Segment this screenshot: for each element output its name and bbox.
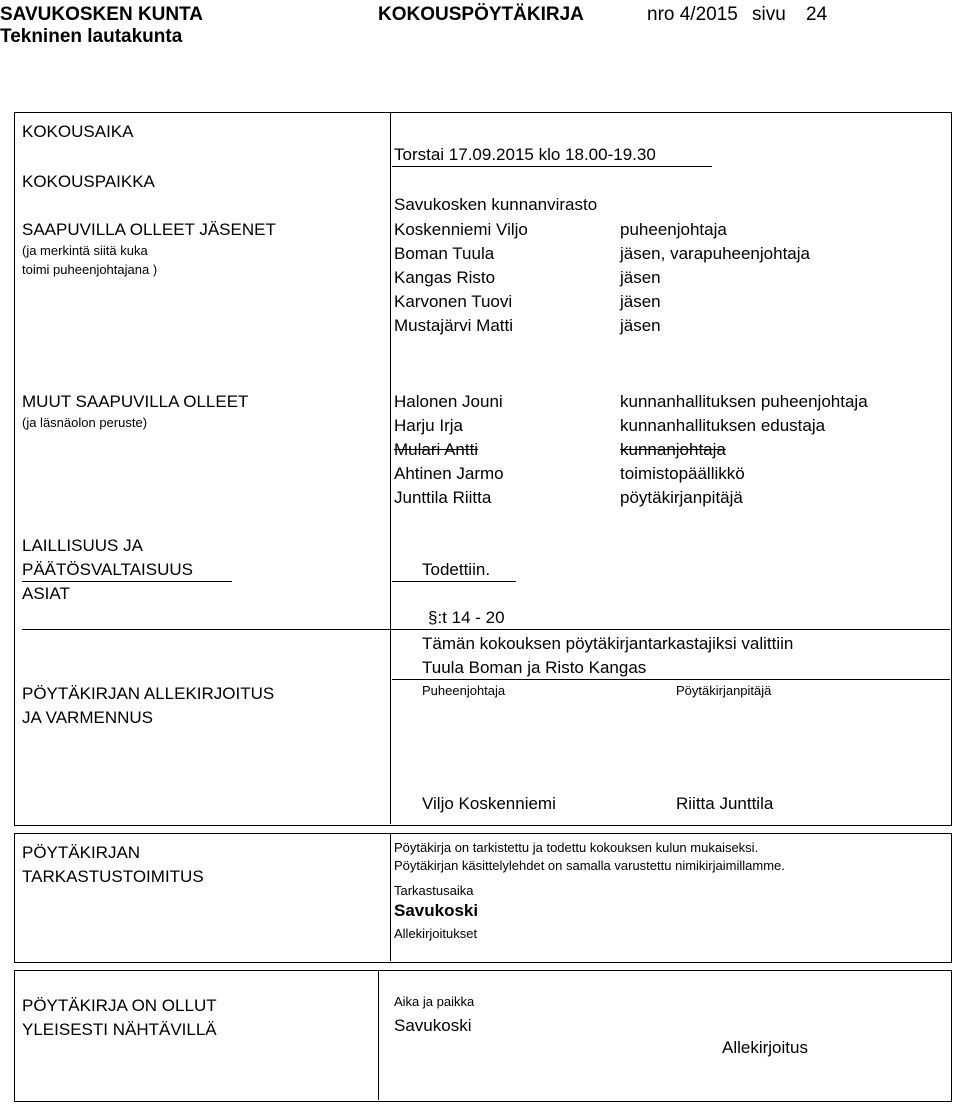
- meeting-place-value: Savukosken kunnanvirasto: [394, 195, 598, 214]
- attendee-role: kunnanhallituksen puheenjohtaja: [620, 392, 868, 411]
- attendee-name-struck: Mulari Antti: [394, 440, 479, 459]
- member-role: jäsen: [620, 268, 661, 287]
- attendee-name: Harju Irja: [394, 416, 463, 435]
- member-role: puheenjohtaja: [620, 220, 727, 239]
- legality-value: Todettiin.: [422, 560, 491, 579]
- member-name: Mustajärvi Matti: [394, 316, 514, 335]
- column-divider: [378, 971, 379, 1100]
- inspection-place: Savukoski: [394, 901, 479, 920]
- document-type: KOKOUSPÖYTÄKIRJA: [378, 4, 584, 25]
- inspection-label: PÖYTÄKIRJAN: [22, 843, 141, 862]
- attendee-role: toimistopäällikkö: [620, 464, 745, 483]
- signature-label: JA VARMENNUS: [22, 708, 153, 727]
- publication-label: YLEISESTI NÄHTÄVILLÄ: [22, 1020, 217, 1039]
- publication-place: Savukoski: [394, 1016, 472, 1035]
- document-number: nro 4/2015: [647, 4, 738, 25]
- member-name: Karvonen Tuovi: [394, 292, 513, 311]
- attendee-name: Ahtinen Jarmo: [394, 464, 504, 483]
- member-role: jäsen, varapuheenjohtaja: [620, 244, 810, 263]
- inspection-label: TARKASTUSTOIMITUS: [22, 867, 204, 886]
- checkers-underline: [392, 679, 950, 680]
- page-number: 24: [806, 4, 828, 25]
- municipality-name: SAVUKOSKEN KUNTA: [0, 4, 204, 25]
- legality-label: LAILLISUUS JA: [22, 536, 143, 555]
- chair-name: Viljo Koskenniemi: [422, 794, 556, 813]
- page-label: sivu: [752, 4, 786, 25]
- secretary-name: Riitta Junttila: [676, 794, 774, 813]
- publication-time-place-caption: Aika ja paikka: [394, 994, 475, 1009]
- others-note: (ja läsnäolon peruste): [22, 415, 148, 430]
- attendee-role: kunnanhallituksen edustaja: [620, 416, 826, 435]
- time-underline: [392, 166, 712, 167]
- member-name: Kangas Risto: [394, 268, 496, 287]
- member-name: Koskenniemi Viljo: [394, 220, 528, 239]
- meeting-place-label: KOKOUSPAIKKA: [22, 172, 155, 191]
- legality-label: PÄÄTÖSVALTAISUUS: [22, 560, 193, 579]
- attendee-name: Halonen Jouni: [394, 392, 503, 411]
- publication-signature-caption: Allekirjoitus: [722, 1038, 808, 1057]
- inspection-time-caption: Tarkastusaika: [394, 883, 474, 898]
- column-divider: [390, 834, 391, 961]
- members-note: (ja merkintä siitä kuka: [22, 243, 148, 258]
- signature-label: PÖYTÄKIRJAN ALLEKIRJOITUS: [22, 684, 275, 703]
- inspection-signatures-caption: Allekirjoitukset: [394, 926, 478, 941]
- legality-value-underline: [392, 581, 516, 582]
- board-name: Tekninen lautakunta: [0, 26, 183, 47]
- chair-caption: Puheenjohtaja: [422, 683, 506, 698]
- members-label: SAAPUVILLA OLLEET JÄSENET: [22, 220, 276, 239]
- attendee-role-struck: kunnanjohtaja: [620, 440, 726, 459]
- attendee-role: pöytäkirjanpitäjä: [620, 488, 743, 507]
- items-label: ASIAT: [22, 584, 70, 603]
- members-note: toimi puheenjohtajana ): [22, 262, 158, 277]
- column-divider: [390, 113, 391, 824]
- checkers-text: Tämän kokouksen pöytäkirjantarkastajiksi valittiin: [422, 634, 794, 653]
- meeting-time-value: Torstai 17.09.2015 klo 18.00-19.30: [394, 145, 656, 164]
- member-role: jäsen: [620, 292, 661, 311]
- publication-label: PÖYTÄKIRJA ON OLLUT: [22, 996, 217, 1015]
- meeting-time-label: KOKOUSAIKA: [22, 122, 134, 141]
- inspection-statement: Pöytäkirja on tarkistettu ja todettu kokouksen kulun mukaiseksi.: [394, 840, 759, 855]
- items-value: §:t 14 - 20: [428, 608, 505, 627]
- attendee-name: Junttila Riitta: [394, 488, 492, 507]
- checkers-names: Tuula Boman ja Risto Kangas: [422, 658, 647, 677]
- member-role: jäsen: [620, 316, 661, 335]
- secretary-caption: Pöytäkirjanpitäjä: [676, 683, 772, 698]
- inspection-statement: Pöytäkirjan käsittelylehdet on samalla varustettu nimikirjaimillamme.: [394, 858, 785, 873]
- items-underline: [22, 629, 950, 630]
- others-label: MUUT SAAPUVILLA OLLEET: [22, 392, 249, 411]
- member-name: Boman Tuula: [394, 244, 495, 263]
